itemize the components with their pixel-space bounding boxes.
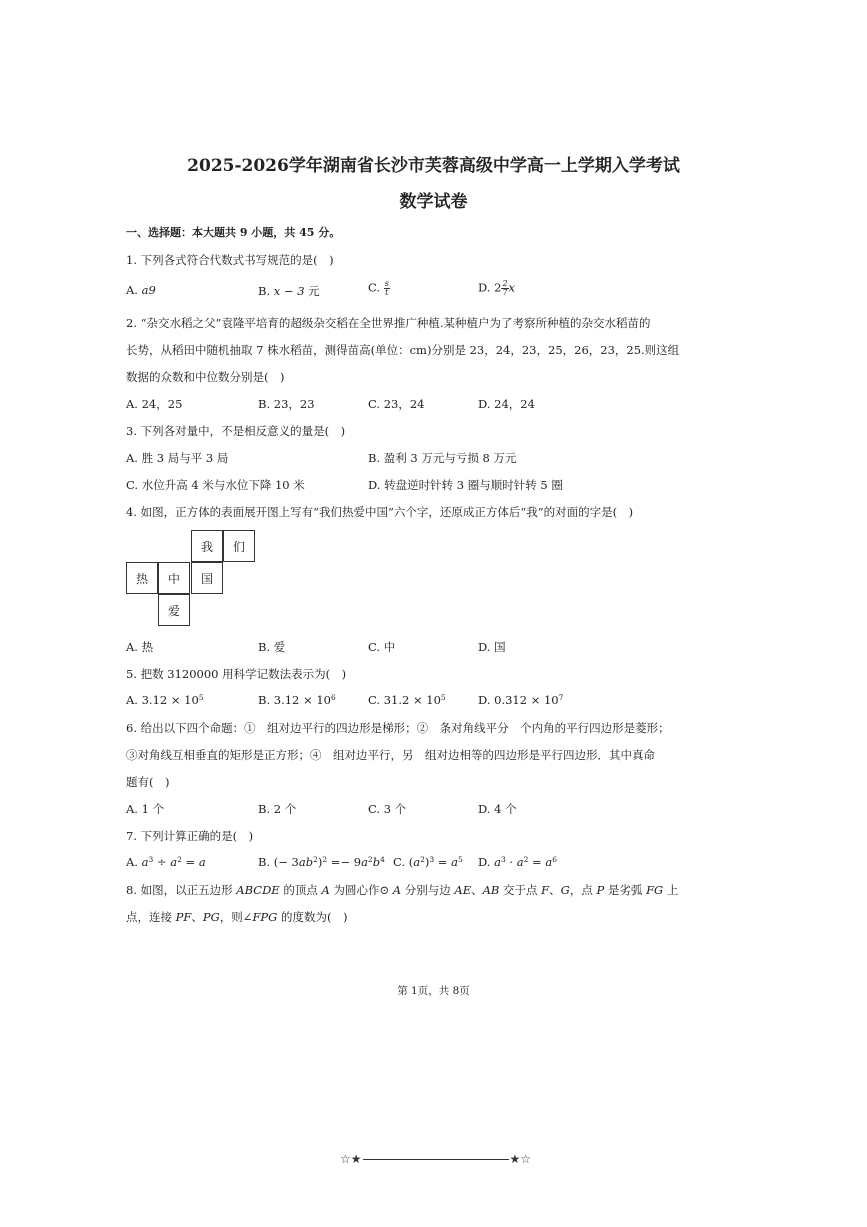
q5-option-c: C. $31.2 \times 10^5$: [368, 693, 446, 707]
q4-stem: 4. 如图，正方体的表面展开图上写有“我们热爱中国”六个字，还原成正方体后“我”的对面的字是( ): [126, 505, 634, 519]
q6-option-b: B. 2 个: [258, 802, 297, 816]
q6-option-c: C. 3 个: [368, 802, 407, 816]
q2-option-b: B. 23，23: [258, 397, 315, 411]
q5-option-d: D. $0.312 \times 10^7$: [478, 693, 564, 707]
q5-option-a: A. $3.12 \times 10^5$: [126, 693, 204, 707]
cube-face-ai: 爱: [158, 594, 190, 626]
cube-face-men: 们: [223, 530, 255, 562]
q4-option-d: D. 国: [478, 640, 506, 654]
q2-line2: 长势，从稻田中随机抽取 7 株水稻苗，测得苗高(单位：cm)分别是 23，24，23，25，26，23，25.则这组: [126, 343, 680, 357]
q6-option-d: D. 4 个: [478, 802, 517, 816]
cube-face-zhong: 中: [158, 562, 190, 594]
q6-line3: 题有( ): [126, 775, 170, 789]
section-heading: 一、选择题：本大题共 9 小题，共 45 分。: [126, 226, 341, 239]
q1-stem: 1. 下列各式符合代数式书写规范的是( ): [126, 253, 334, 267]
q2-option-a: A. 24，25: [126, 397, 183, 411]
q4-option-b: B. 爱: [258, 640, 286, 654]
q4-option-a: A. 热: [126, 640, 154, 654]
q1-option-c: C. $\frac{s}{t}$: [368, 279, 389, 297]
q3-option-b: B. 盈利 3 万元与亏损 8 万元: [368, 451, 517, 465]
cube-face-wo: 我: [191, 530, 223, 562]
cube-face-guo: 国: [191, 562, 223, 594]
q7-stem: 7. 下列计算正确的是( ): [126, 829, 254, 843]
star-left-icon: ☆★: [340, 1152, 362, 1166]
exam-title-line2: 数学试卷: [399, 192, 468, 212]
q5-option-b: B. $3.12 \times 10^6$: [258, 693, 336, 707]
cube-face-re: 热: [126, 562, 158, 594]
q3-option-c: C. 水位升高 4 米与水位下降 10 米: [126, 478, 305, 492]
q2-line1: 2. “杂交水稻之父”袁隆平培育的超级杂交稻在全世界推广种植.某种植户为了考察所种植的杂交水稻苗的: [126, 316, 651, 330]
q5-stem: 5. 把数 3120000 用科学记数法表示为( ): [126, 667, 347, 681]
q7-option-c: C. $(a^2)^3 = a^5$: [393, 855, 463, 869]
decorative-star-rule: [340, 1152, 531, 1166]
q8-line2: 点，连接 PF、PG，则∠FPG 的度数为( ): [126, 910, 348, 924]
q7-option-a: A. $a^3 \div a^2 = a$: [126, 855, 206, 869]
q3-option-d: D. 转盘逆时针转 3 圈与顺时针转 5 圈: [368, 478, 563, 492]
q6-line2: ③对角线互相垂直的矩形是正方形；④ 组对边平行，另 组对边相等的四边形是平行四边形．其中真命: [126, 748, 655, 762]
q8-line1: 8. 如图，以正五边形 ABCDE 的顶点 A 为圆心作⊙ A 分别与边 AE、AB 交于点 F、G，点 P 是劣弧 FG 上: [126, 883, 679, 897]
q2-line3: 数据的众数和中位数分别是( ): [126, 370, 285, 384]
q4-option-c: C. 中: [368, 640, 396, 654]
q1-option-d: D. 2 $\frac{2}{7}$ x: [478, 279, 516, 297]
q2-option-d: D. 24，24: [478, 397, 535, 411]
page-footer: 第 1页，共 8页: [397, 985, 470, 997]
q6-option-a: A. 1 个: [126, 802, 165, 816]
exam-title-line1: 2025-2026学年湖南省长沙市芙蓉高级中学高一上学期入学考试: [187, 156, 680, 176]
q2-option-c: C. 23，24: [368, 397, 425, 411]
q3-stem: 3. 下列各对量中，不是相反意义的量是( ): [126, 424, 346, 438]
q1-option-b: B. x − 3 元: [258, 284, 320, 298]
divider-line: [363, 1159, 509, 1160]
q3-option-a: A. 胜 3 局与平 3 局: [126, 451, 229, 465]
star-right-icon: ★☆: [509, 1152, 532, 1166]
q6-line1: 6. 给出以下四个命题：① 组对边平行的四边形是梯形；② 条对角线平分 个内角的平行四边形是菱形；: [126, 721, 670, 735]
q7-option-d: D. $a^3 \cdot a^2 = a^6$: [478, 855, 557, 869]
q7-option-b: B. (− $3ab^2)^2 =- 9a^2b^4$: [258, 855, 385, 869]
q1-option-a: A. a9: [126, 283, 156, 297]
